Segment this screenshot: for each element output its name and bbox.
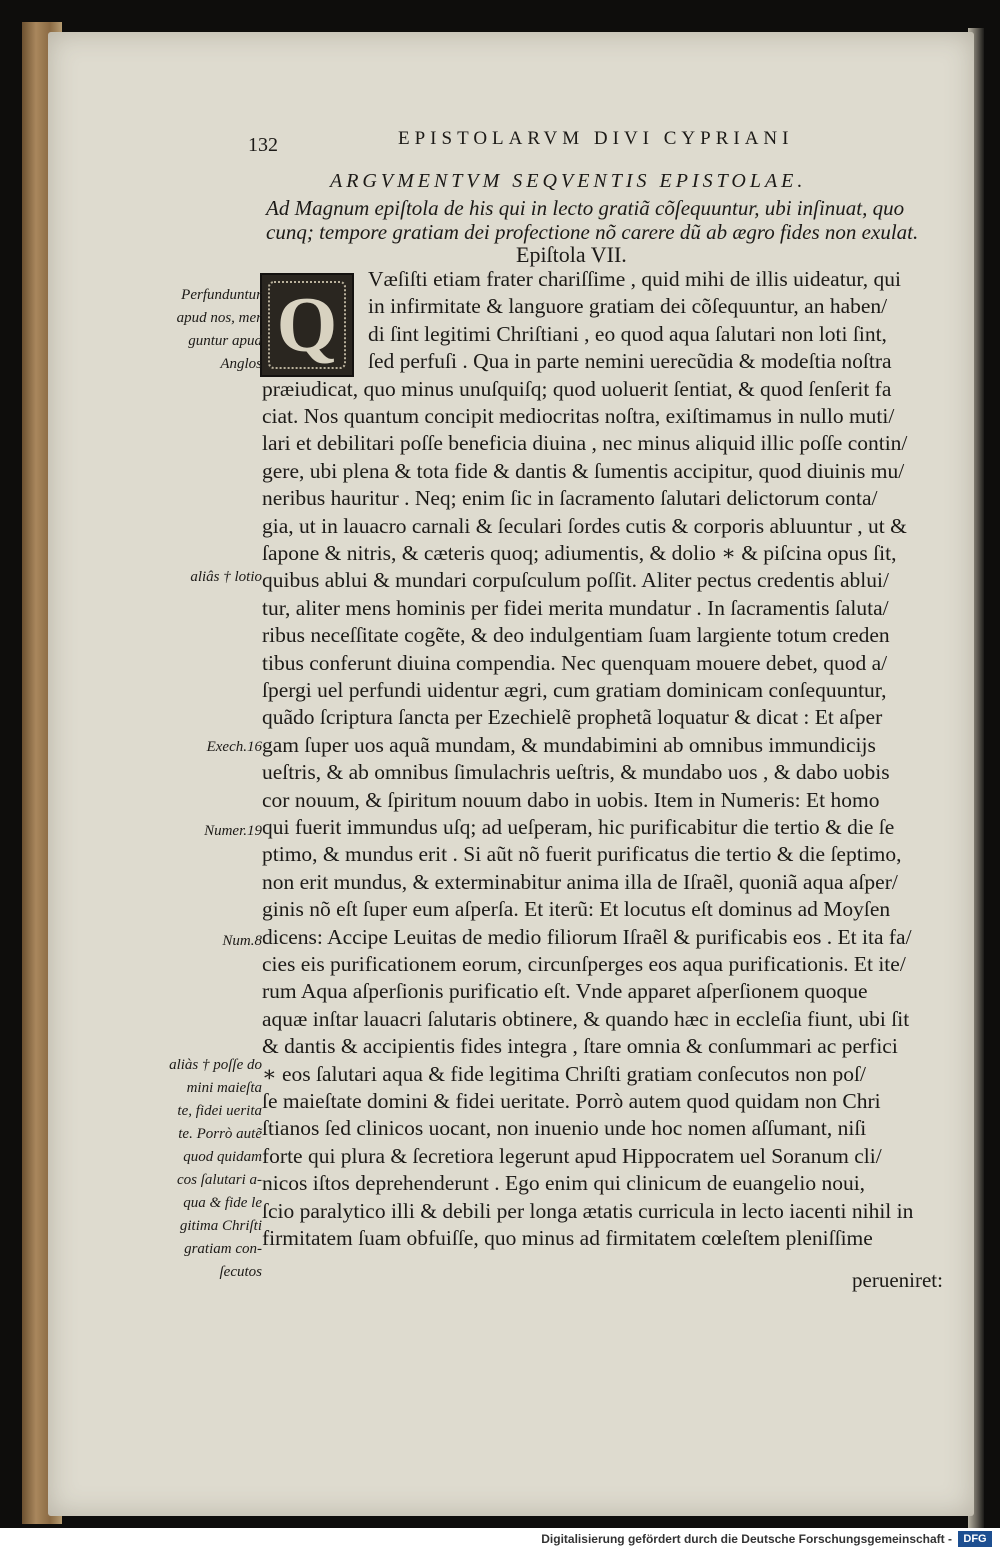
body-line: di ſint legitimi Chriſtiani , eo quod aqua ſalutari non loti ſint, [368, 322, 887, 346]
epistola-heading: Epiſtola VII. [516, 242, 627, 267]
body-line: & dantis & accipientis fides integra , ſtare omnia & conſummari ac perfici [262, 1034, 898, 1058]
body-line: neribus hauritur . Neq; enim ſic in ſacramento ſalutari delictorum conta/ [262, 486, 878, 510]
margin-note-line: guntur apud [188, 333, 262, 349]
argumentum-title: ARGVMENTVM SEQVENTIS EPISTOLAE. [330, 170, 807, 192]
catchword: perueniret: [852, 1268, 943, 1292]
footer-bar [0, 1528, 1000, 1551]
body-line: tur, aliter mens hominis per fidei merita mundatur . In ſacramentis ſaluta/ [262, 596, 889, 620]
body-line: ∗ eos ſalutari aqua & fide legitima Chriſti gratiam conſecutos non poſ/ [262, 1062, 866, 1086]
margin-note-line: aliàs † poſſe do [169, 1057, 262, 1073]
body-line: quãdo ſcriptura ſancta per Ezechielẽ prophetã loquatur & dicat : Et aſper [262, 705, 883, 729]
body-line: ſed perfuſi . Qua in parte nemini uerecũdia & modeſtia noſtra [368, 349, 892, 373]
body-line: lari et debilitari poſſe beneficia diuina , nec minus aliquid illic poſſe contin/ [262, 431, 908, 455]
body-line: forte qui plura & ſecretiora legerunt apud Hippocratem uel Soranum cli/ [262, 1144, 882, 1168]
margin-note-line: gratiam con- [184, 1241, 262, 1257]
margin-note-line: cos ſalutari a- [177, 1172, 262, 1188]
margin-note-line: Numer.19 [204, 823, 262, 839]
body-line: cor nouum, & ſpiritum nouum dabo in uobis. Item in Numeris: Et homo [262, 788, 880, 812]
body-line: non erit mundus, & exterminabitur anima illa de Iſraẽl, quoniã aqua aſper/ [262, 870, 898, 894]
margin-note-line: te, fidei uerita [177, 1103, 262, 1119]
body-line: firmitatem ſuam obfuiſſe, quo minus ad firmitatem cœleſtem pleniſſime [262, 1226, 873, 1250]
margin-note-line: gitima Chriſti [179, 1218, 262, 1234]
body-line: ſpergi uel perfundi uidentur ægri, cum gratiam dominicam conſequuntur, [262, 678, 887, 702]
body-line: gia, ut in lauacro carnali & ſeculari ſordes cutis & corporis abluuntur , ut & [262, 514, 907, 538]
body-line: gam ſuper uos aquã mundam, & mundabimini ab omnibus immundicijs [262, 733, 876, 757]
initial-letter: Q [276, 281, 338, 368]
body-line: in infirmitate & languore gratiam dei cõſequuntur, an haben/ [368, 294, 888, 318]
margin-note-line: ſecutos [219, 1264, 262, 1280]
running-head: EPISTOLARVM DIVI CYPRIANI [398, 128, 794, 149]
body-line: ribus neceſſitate cogẽte, & deo indulgentiam ſuam largiente totum creden [262, 623, 890, 647]
dfg-logo: DFG [958, 1531, 992, 1547]
body-line: quibus ablui & mundari corpuſculum poſſit. Aliter pectus credentis ablui/ [262, 568, 889, 592]
body-line: ſe maieſtate domini & fidei ueritate. Porrò autem quod quidam non Chri [262, 1089, 881, 1113]
body-line: qui fuerit immundus uſq; ad ueſperam, hic purificabitur die tertio & die ſe [262, 815, 895, 839]
body-line: ginis nõ eſt ſuper eum aſperſa. Et iterũ: Et locutus eſt dominus ad Moyſen [262, 897, 891, 921]
argument-line: cunq; tempore gratiam dei profectione nõ carere dũ ab ægro fides non exulat. [266, 220, 919, 244]
body-line: rum Aqua aſperſionis purificatio eſt. Vnde apparet aſperſionem quoque [262, 979, 868, 1003]
margin-note-line: aliâs † lotio [190, 569, 262, 585]
margin-note-line: qua & fide le [183, 1195, 262, 1211]
body-line: ueſtris, & ab omnibus ſimulachris ueſtris, & mundabo uos , & dabo uobis [262, 760, 890, 784]
body-line: ſcio paralytico illi & debili per longa ætatis curricula in lecto iacenti nihil in [262, 1199, 914, 1223]
body-line: tibus conferunt diuina compendia. Nec quenquam mouere debet, quod a/ [262, 651, 888, 675]
margin-note-line: apud nos, mer [176, 310, 262, 326]
margin-note-line: mini maieſta [186, 1080, 262, 1096]
body-line: nicos iſtos deprehenderunt . Ego enim qui clinicum de euangelio noui, [262, 1171, 866, 1195]
margin-note-line: quod quidam [183, 1149, 262, 1165]
body-line: gere, ubi plena & tota fide & dantis & ſumentis accipitur, quod diuinis mu/ [262, 459, 905, 483]
margin-note-line: te. Porrò autẽ [178, 1126, 262, 1142]
margin-note-line: Exech.16 [206, 739, 262, 755]
argument-line: Ad Magnum epiſtola de his qui in lecto gratiã cõſequuntur, ubi inſinuat, quo [266, 196, 905, 220]
margin-note-line: Anglos [220, 356, 262, 372]
ornamental-initial [260, 273, 354, 377]
body-line: ptimo, & mundus erit . Si aũt nõ fuerit purificatus die tertio & die ſeptimo, [262, 842, 902, 866]
margin-note-line: Perfunduntur [181, 287, 262, 303]
body-line: aquæ inſtar lauacri ſalutaris obtinere, & quando hæc in eccleſia fiunt, ubi ſit [262, 1007, 910, 1031]
body-line: præiudicat, quo minus unuſquiſq; quod uoluerit ſentiat, & quod ſenſerit fa [262, 377, 892, 401]
body-line: ſapone & nitris, & cæteris quoq; adiumentis, & dolio ∗ & piſcina opus ſit, [262, 541, 897, 565]
margin-note-line: Num.8 [222, 933, 262, 949]
body-line: cies eis purificationem eorum, circunſperges eos aqua purificationis. Et ite/ [262, 952, 906, 976]
body-line: ſtianos ſed clinicos uocant, non inuenio unde hoc nomen aſſumant, niſi [262, 1116, 867, 1140]
body-line: Væſiſti etiam frater chariſſime , quid mihi de illis uideatur, qui [368, 267, 901, 291]
body-line: ciat. Nos quantum concipit mediocritas noſtra, exiſtimamus in nullo muti/ [262, 404, 895, 428]
folio-number: 132 [248, 134, 278, 156]
body-line: dicens: Accipe Leuitas de medio filiorum Iſraẽl & purificabis eos . Et ita fa/ [262, 925, 912, 949]
footer-credit: Digitalisierung gefördert durch die Deutsche Forschungsgemeinschaft - [541, 1532, 952, 1546]
